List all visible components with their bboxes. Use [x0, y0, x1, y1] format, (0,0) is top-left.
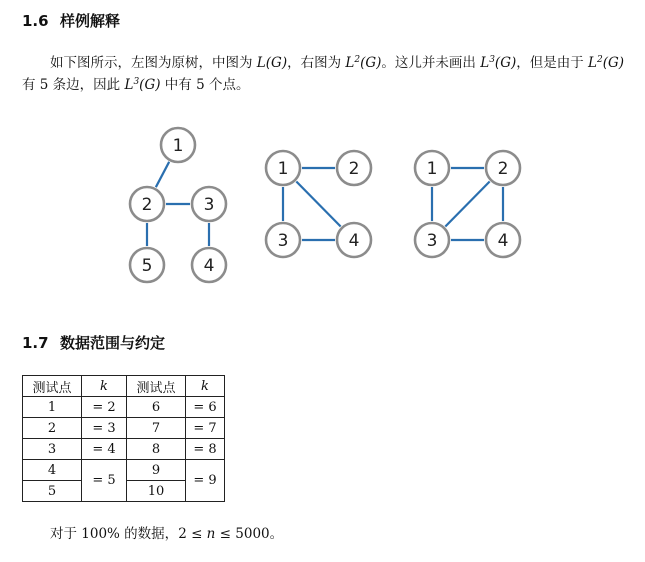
- graph-node-label: 5: [141, 256, 153, 276]
- graph-node-label: 1: [277, 159, 289, 179]
- math-arg: (G): [494, 55, 517, 71]
- math-base: L: [588, 55, 598, 71]
- table-cell: 9: [127, 460, 186, 481]
- graph-node-label: 2: [141, 195, 153, 215]
- math-run: ≤ 5000: [215, 526, 270, 542]
- math-run: 2 ≤: [178, 526, 207, 542]
- text-run: 对于 100% 的数据，: [50, 526, 179, 542]
- table-cell: 1: [23, 397, 82, 418]
- text-run: 有 5 条边，因此: [22, 77, 125, 93]
- text-run: 。这儿并未画出: [381, 55, 481, 71]
- header-cell: [82, 376, 127, 397]
- header-cell: 测试点: [23, 376, 82, 397]
- math-LG: L(G): [256, 55, 288, 71]
- table-cell: = 4: [82, 439, 127, 460]
- table-cell: 10: [127, 481, 186, 502]
- math-base: L: [480, 55, 490, 71]
- math-base: L: [345, 55, 355, 71]
- table-row: [23, 439, 225, 460]
- table-cell: 8: [127, 439, 186, 460]
- graph-2: [266, 151, 371, 257]
- graph-node-label: 4: [203, 256, 215, 276]
- table-cell: 2: [23, 418, 82, 439]
- section-heading-1-7: [22, 332, 165, 353]
- table-row: [23, 397, 225, 418]
- section-title: 样例解释: [60, 12, 121, 30]
- graph-node-label: 4: [497, 231, 509, 251]
- text-run: 中有 5 个点。: [160, 77, 250, 93]
- math-arg: (G): [139, 77, 161, 93]
- table-row: [23, 460, 225, 481]
- table-row: [23, 418, 225, 439]
- math-sup: 3: [133, 77, 140, 87]
- graph-node-label: 3: [426, 231, 438, 251]
- header-math: k: [100, 378, 108, 394]
- graph-node-label: 1: [172, 136, 184, 156]
- graph-edge: [156, 162, 169, 187]
- table-cell: 4: [23, 460, 82, 481]
- graph-node-label: 3: [277, 231, 289, 251]
- graph-node-label: 2: [497, 159, 509, 179]
- constraint-paragraph: [50, 523, 645, 545]
- section-number: 1.7: [22, 334, 49, 352]
- section-title: 数据范围与约定: [60, 334, 166, 352]
- table-cell: = 8: [186, 439, 225, 460]
- math-arg: (G): [602, 55, 625, 71]
- math-sup: 2: [597, 55, 603, 65]
- table-cell: = 2: [82, 397, 127, 418]
- text-run: ，但是由于: [516, 55, 589, 71]
- math-sup: 3: [489, 55, 495, 65]
- table-cell: = 6: [186, 397, 225, 418]
- table-cell: 6: [127, 397, 186, 418]
- graph-edge: [296, 182, 340, 227]
- header-cell: [186, 376, 225, 397]
- header-math: k: [201, 378, 209, 394]
- table-cell: = 3: [82, 418, 127, 439]
- graph-node-label: 4: [348, 231, 360, 251]
- graph-node-label: 1: [426, 159, 438, 179]
- table-header-row: [23, 376, 225, 397]
- section-number: 1.6: [22, 12, 49, 30]
- text-run: 。: [269, 526, 284, 542]
- math-sup: 2: [354, 55, 361, 65]
- graph-1: [130, 128, 226, 282]
- text-run: 如下图所示，左图为原树，中图为: [50, 55, 257, 71]
- math-base: L: [124, 77, 134, 93]
- graph-3: [415, 151, 520, 257]
- text-run: ，右图为: [287, 55, 346, 71]
- table-cell: = 7: [186, 418, 225, 439]
- table-cell: 7: [127, 418, 186, 439]
- graph-edge: [445, 182, 489, 227]
- math-var: n: [206, 526, 216, 542]
- table-cell-merged: = 5: [82, 460, 127, 502]
- table-cell: 5: [23, 481, 82, 502]
- graph-node-label: 3: [203, 195, 215, 215]
- header-cell: 测试点: [127, 376, 186, 397]
- table-cell: 3: [23, 439, 82, 460]
- test-data-table: [22, 375, 225, 502]
- math-arg: (G): [360, 55, 382, 71]
- graph-node-label: 2: [348, 159, 360, 179]
- table-cell-merged: = 9: [186, 460, 225, 502]
